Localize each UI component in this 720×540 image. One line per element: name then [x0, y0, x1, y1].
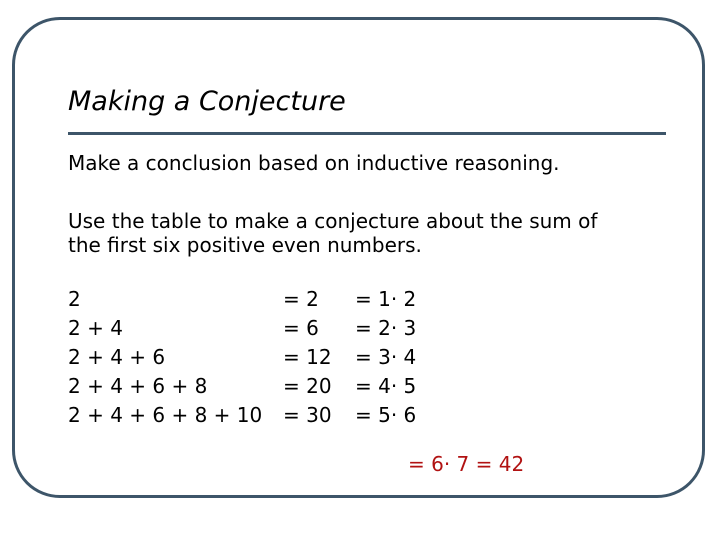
row-expression: 2 — [68, 287, 81, 311]
row-product: = 4· 5 — [355, 374, 417, 398]
conjecture-result: = 6· 7 = 42 — [408, 452, 525, 476]
row-sum: = 6 — [283, 316, 319, 340]
row-sum: = 12 — [283, 345, 332, 369]
row-sum: = 2 — [283, 287, 319, 311]
prompt-line-2: the first six positive even numbers. — [68, 233, 422, 257]
row-expression: 2 + 4 + 6 — [68, 345, 166, 369]
prompt-line-1: Use the table to make a conjecture about the sum of — [68, 209, 598, 233]
row-expression: 2 + 4 + 6 + 8 + 10 — [68, 403, 263, 427]
instruction-text: Make a conclusion based on inductive reasoning. — [68, 151, 560, 175]
row-product: = 5· 6 — [355, 403, 417, 427]
row-sum: = 30 — [283, 403, 332, 427]
row-sum: = 20 — [283, 374, 332, 398]
row-expression: 2 + 4 — [68, 316, 123, 340]
row-product: = 1· 2 — [355, 287, 417, 311]
row-expression: 2 + 4 + 6 + 8 — [68, 374, 208, 398]
title-underline — [68, 132, 666, 135]
row-product: = 2· 3 — [355, 316, 417, 340]
slide-title: Making a Conjecture — [68, 86, 346, 117]
row-product: = 3· 4 — [355, 345, 417, 369]
